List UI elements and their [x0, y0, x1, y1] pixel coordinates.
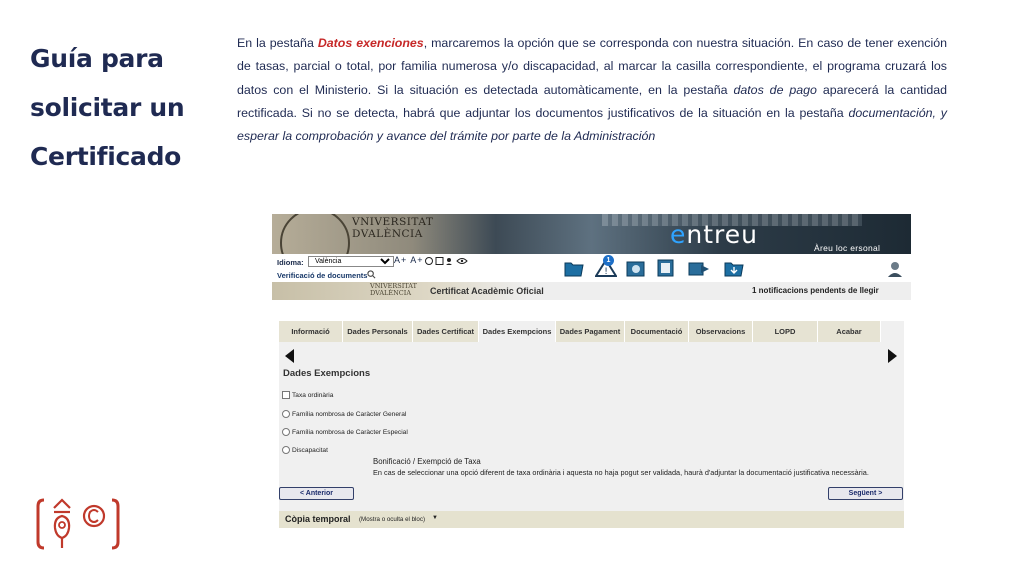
font-size-controls[interactable]: A+ A+	[394, 255, 424, 265]
tab-pago-highlight: datos de pago	[733, 82, 817, 97]
radio-button[interactable]	[282, 410, 290, 418]
radio-button[interactable]	[282, 446, 290, 454]
option-label: Discapacitat	[292, 446, 328, 454]
slide-title-line-3: Certificado	[30, 142, 182, 171]
tab-informacio[interactable]: Informació	[279, 321, 343, 342]
university-name-line: DVALÈNCIA	[352, 228, 423, 240]
gear-folder-icon[interactable]	[626, 259, 646, 277]
documents-icon[interactable]	[656, 259, 676, 277]
previous-button[interactable]: < Anterior	[279, 487, 354, 500]
notification-badge: 1	[603, 255, 614, 266]
form-panel	[279, 321, 904, 513]
temporary-copy-title: Còpia temporal	[285, 514, 351, 524]
university-name-line: DVALÈNCIA	[370, 289, 412, 297]
verify-documents-link[interactable]: Verificació de documents	[277, 271, 368, 280]
app-logo-rest: ntreu	[686, 220, 758, 249]
accessibility-icons[interactable]	[424, 256, 474, 266]
section-title: Dades Exempcions	[283, 368, 371, 379]
slide-title	[30, 34, 210, 181]
tab-name-highlight: Datos exenciones	[317, 36, 424, 50]
option-label: Família nombrosa de Caràcter Especial	[292, 428, 408, 436]
instruction-paragraph	[237, 32, 947, 148]
tab-doc-highlight: documentación, y esperar la comprobación y avance del trámite por parte de la Administración	[237, 105, 947, 144]
paragraph-text: En la pestaña	[237, 36, 318, 50]
tab-observacions[interactable]: Observacions	[689, 321, 753, 342]
university-name-line: VNIVERSITAT	[352, 216, 434, 228]
option-label: Família nombrosa de Caràcter General	[292, 410, 407, 418]
university-name	[352, 216, 433, 240]
app-logo-e: e	[670, 220, 687, 249]
tab-acabar[interactable]: Acabar	[818, 321, 881, 342]
slide-title-line-1: Guía para	[30, 44, 164, 73]
temporary-copy-toggle[interactable]: (Mostra o oculta el bloc)	[359, 516, 426, 523]
temporary-copy-bar[interactable]	[279, 511, 904, 528]
tab-dades-certificat[interactable]: Dades Certificat	[413, 321, 479, 342]
next-button[interactable]: Següent >	[828, 487, 903, 500]
tab-dades-pagament[interactable]: Dades Pagament	[556, 321, 625, 342]
option-taxa-ordinaria[interactable]	[282, 391, 333, 399]
notifications-link[interactable]: 1 notificacions pendents de llegir	[752, 286, 879, 295]
user-icon[interactable]	[886, 260, 904, 278]
tab-lopd[interactable]: LOPD	[753, 321, 818, 342]
svg-text:!: !	[604, 267, 608, 277]
checkbox[interactable]	[282, 391, 290, 399]
option-familia-especial[interactable]	[282, 428, 408, 436]
language-select[interactable]	[308, 256, 394, 267]
exemption-note: En cas de seleccionar una opció diferent de taxa ordinària i aquesta no haja pogut ser validada, haurà d'adjuntar la documentació justificativa necessària.	[373, 468, 869, 477]
send-icon[interactable]	[688, 259, 710, 277]
radio-button[interactable]	[282, 428, 290, 436]
embedded-screenshot	[272, 214, 912, 532]
tab-bar	[279, 321, 904, 342]
title-ribbon	[272, 282, 911, 300]
folder-icon[interactable]	[564, 259, 584, 277]
tab-dades-exempcions[interactable]: Dades Exempcions	[479, 321, 556, 342]
paragraph-text: aparecerá la cantidad rectificada. Si no se detecta, habrá que adjuntar los documentos justificativos de la situación en la pestaña	[237, 82, 947, 120]
university-name-small	[370, 283, 417, 297]
download-folder-icon[interactable]	[724, 259, 744, 277]
university-seal-icon	[280, 214, 350, 254]
language-label: Idioma:	[277, 258, 304, 267]
slide-title-line-2: solicitar un	[30, 93, 185, 122]
app-logo	[670, 220, 758, 249]
tab-documentacio[interactable]: Documentació	[625, 321, 689, 342]
next-arrow-icon[interactable]	[888, 349, 897, 363]
app-banner	[272, 214, 911, 254]
paragraph-text: , marcaremos la opción que se corresponda con nuestra situación. En caso de tener exención de tasas, parcial o total, por familia numerosa y/o discapacidad, al marcar la casilla correspondiente, el programa cruzará los datos con el Ministerio. Si la situación es detectada automàticamente, en la pestaña	[237, 36, 947, 97]
option-label: Taxa ordinària	[292, 391, 334, 399]
tab-dades-personals[interactable]: Dades Personals	[343, 321, 413, 342]
option-discapacitat[interactable]	[282, 446, 328, 454]
procedure-title: Certificat Acadèmic Oficial	[430, 286, 544, 296]
bonificacio-title: Bonificació / Exempció de Taxa	[373, 457, 481, 466]
search-icon[interactable]	[367, 270, 376, 279]
previous-arrow-icon[interactable]	[285, 349, 294, 363]
chevron-down-icon[interactable]: ▼	[432, 515, 438, 521]
area-label: Àreu loc ersonal	[814, 243, 881, 253]
university-name-line: VNIVERSITAT	[370, 282, 417, 290]
option-familia-general[interactable]	[282, 410, 406, 418]
logo-icon	[34, 494, 124, 554]
